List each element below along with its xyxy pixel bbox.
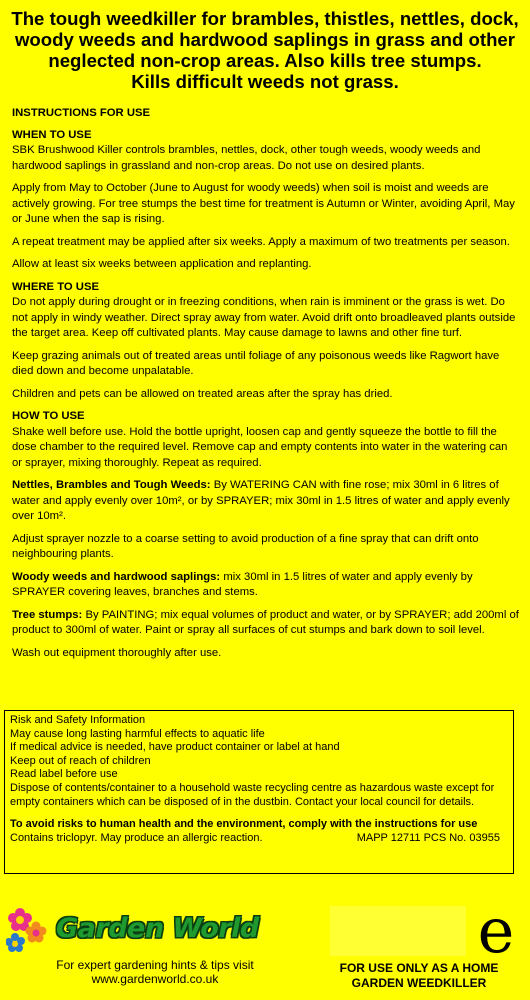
where-paragraph: Children and pets can be allowed on treated areas after the spray has dried. — [12, 387, 393, 400]
when-to-use-heading: WHEN TO USE — [12, 128, 92, 141]
headline-line: neglected non-crop areas. Also kills tree stumps. — [48, 50, 482, 71]
wash-paragraph: Wash out equipment thoroughly after use. — [12, 646, 222, 659]
estimated-sign-icon — [470, 902, 522, 960]
where-paragraph: Do not apply during drought or in freezing conditions, when rain is imminent or the grass is wet. Do not apply in windy weather. Direct spray away from water. Avoid drift onto broadleaved plants outside the target area. Keep off cultivated plants. May cause damage to lawns and other fine turf. — [12, 296, 516, 339]
headline-line: woody weeds and hardwood saplings in grass and other — [14, 29, 516, 50]
nettles-text: By WATERING CAN with fine rose; mix 30ml in 6 litres of water and apply evenly over 10m², or by SPRAYER; mix 30ml in 1.5 litres of water and apply evenly over 10m². — [12, 479, 510, 522]
nozzle-paragraph: Adjust sprayer nozzle to a coarse setting to avoid production of a fine spray that can drift onto neighbouring plants. — [12, 532, 479, 560]
estimate-glyph: e — [477, 902, 515, 960]
yellow-panel — [330, 906, 466, 956]
disposal-text: Dispose of contents/container to a household waste recycling centre as hazardous waste except for empty containers which can be disposed of in the dustbin. Contact your local council for details. — [10, 781, 495, 808]
where-to-use-heading: WHERE TO USE — [12, 280, 100, 293]
when-paragraph: Allow at least six weeks between application and replanting. — [12, 258, 312, 270]
nettles-dosage — [12, 478, 520, 525]
garden-world-logo — [6, 906, 276, 954]
how-to-use-heading: HOW TO USE — [12, 410, 85, 422]
home-use-line: FOR USE ONLY AS A HOME — [339, 961, 499, 975]
where-paragraph: Keep grazing animals out of treated areas until foliage of any poisonous weeds like Ragwort have died down and become unpalatable. — [12, 349, 500, 377]
headline-line: The tough weedkiller for brambles, thistles, nettles, dock, — [11, 8, 519, 29]
mapp-number: MAPP 12711 PCS No. 03955 — [356, 831, 500, 844]
risk-line: May cause long lasting harmful effects to aquatic life — [10, 727, 265, 740]
contains-text: Contains triclopyr. May produce an allergic reaction. — [10, 831, 263, 844]
tagline — [10, 958, 300, 986]
how-paragraph: Shake well before use. Hold the bottle upright, loosen cap and gently squeeze the bottle to fill the dose chamber to the required level. Remove cap and empty contents into water in the watering can or sprayer, mixing thoroughly. Repeat as required. — [12, 425, 508, 469]
instructions-title: INSTRUCTIONS FOR USE — [12, 107, 151, 119]
stumps-text: By PAINTING; mix equal volumes of product and water, or by SPRAYER; add 200ml of product to 300ml of water. Paint or spray all surfaces of cut stumps and bark down to soil level. — [12, 608, 519, 636]
product-headline — [8, 8, 522, 92]
headline-line: Kills difficult weeds not grass. — [131, 71, 399, 92]
home-use-notice — [312, 961, 526, 990]
logo-wordmark: Garden World — [56, 913, 259, 944]
woody-label: Woody weeds and hardwood saplings: — [12, 570, 221, 583]
environment-warning: To avoid risks to human health and the environment, comply with the instructions for use — [10, 818, 478, 831]
website-url: www.gardenworld.co.uk — [91, 972, 219, 986]
risk-line: Read label before use — [10, 768, 118, 781]
flower-icon — [6, 906, 56, 954]
risk-line: If medical advice is needed, have product container or label at hand — [10, 741, 340, 754]
nettles-label: Nettles, Brambles and Tough Weeds: — [12, 479, 211, 491]
risk-title: Risk and Safety Information — [10, 714, 146, 726]
when-paragraph: SBK Brushwood Killer controls brambles, nettles, dock, other tough weeds, woody weeds and hardwood saplings in grassland and non-crop areas. Do not use on desired plants. — [12, 144, 481, 172]
woody-text: mix 30ml in 1.5 litres of water and apply evenly by SPRAYER covering leaves, branches and stems. — [12, 570, 473, 598]
home-use-line: GARDEN WEEDKILLER — [351, 975, 487, 990]
tagline-text: For expert gardening hints & tips visit — [56, 958, 254, 972]
woody-dosage — [12, 570, 520, 601]
when-paragraph: A repeat treatment may be applied after six weeks. Apply a maximum of two treatments per season. — [12, 235, 510, 248]
when-paragraph: Apply from May to October (June to August for woody weeds) when soil is moist and weeds are actively growing. For tree stumps the best time for treatment is Autumn or Winter, avoiding April, May or June when the sap is rising. — [12, 182, 515, 225]
risk-footer — [10, 832, 508, 846]
risk-line: Keep out of reach of children — [10, 754, 151, 767]
risk-safety-box — [4, 710, 514, 874]
stumps-label: Tree stumps: — [12, 608, 83, 621]
stumps-dosage — [12, 608, 520, 639]
instructions-section — [12, 106, 520, 668]
